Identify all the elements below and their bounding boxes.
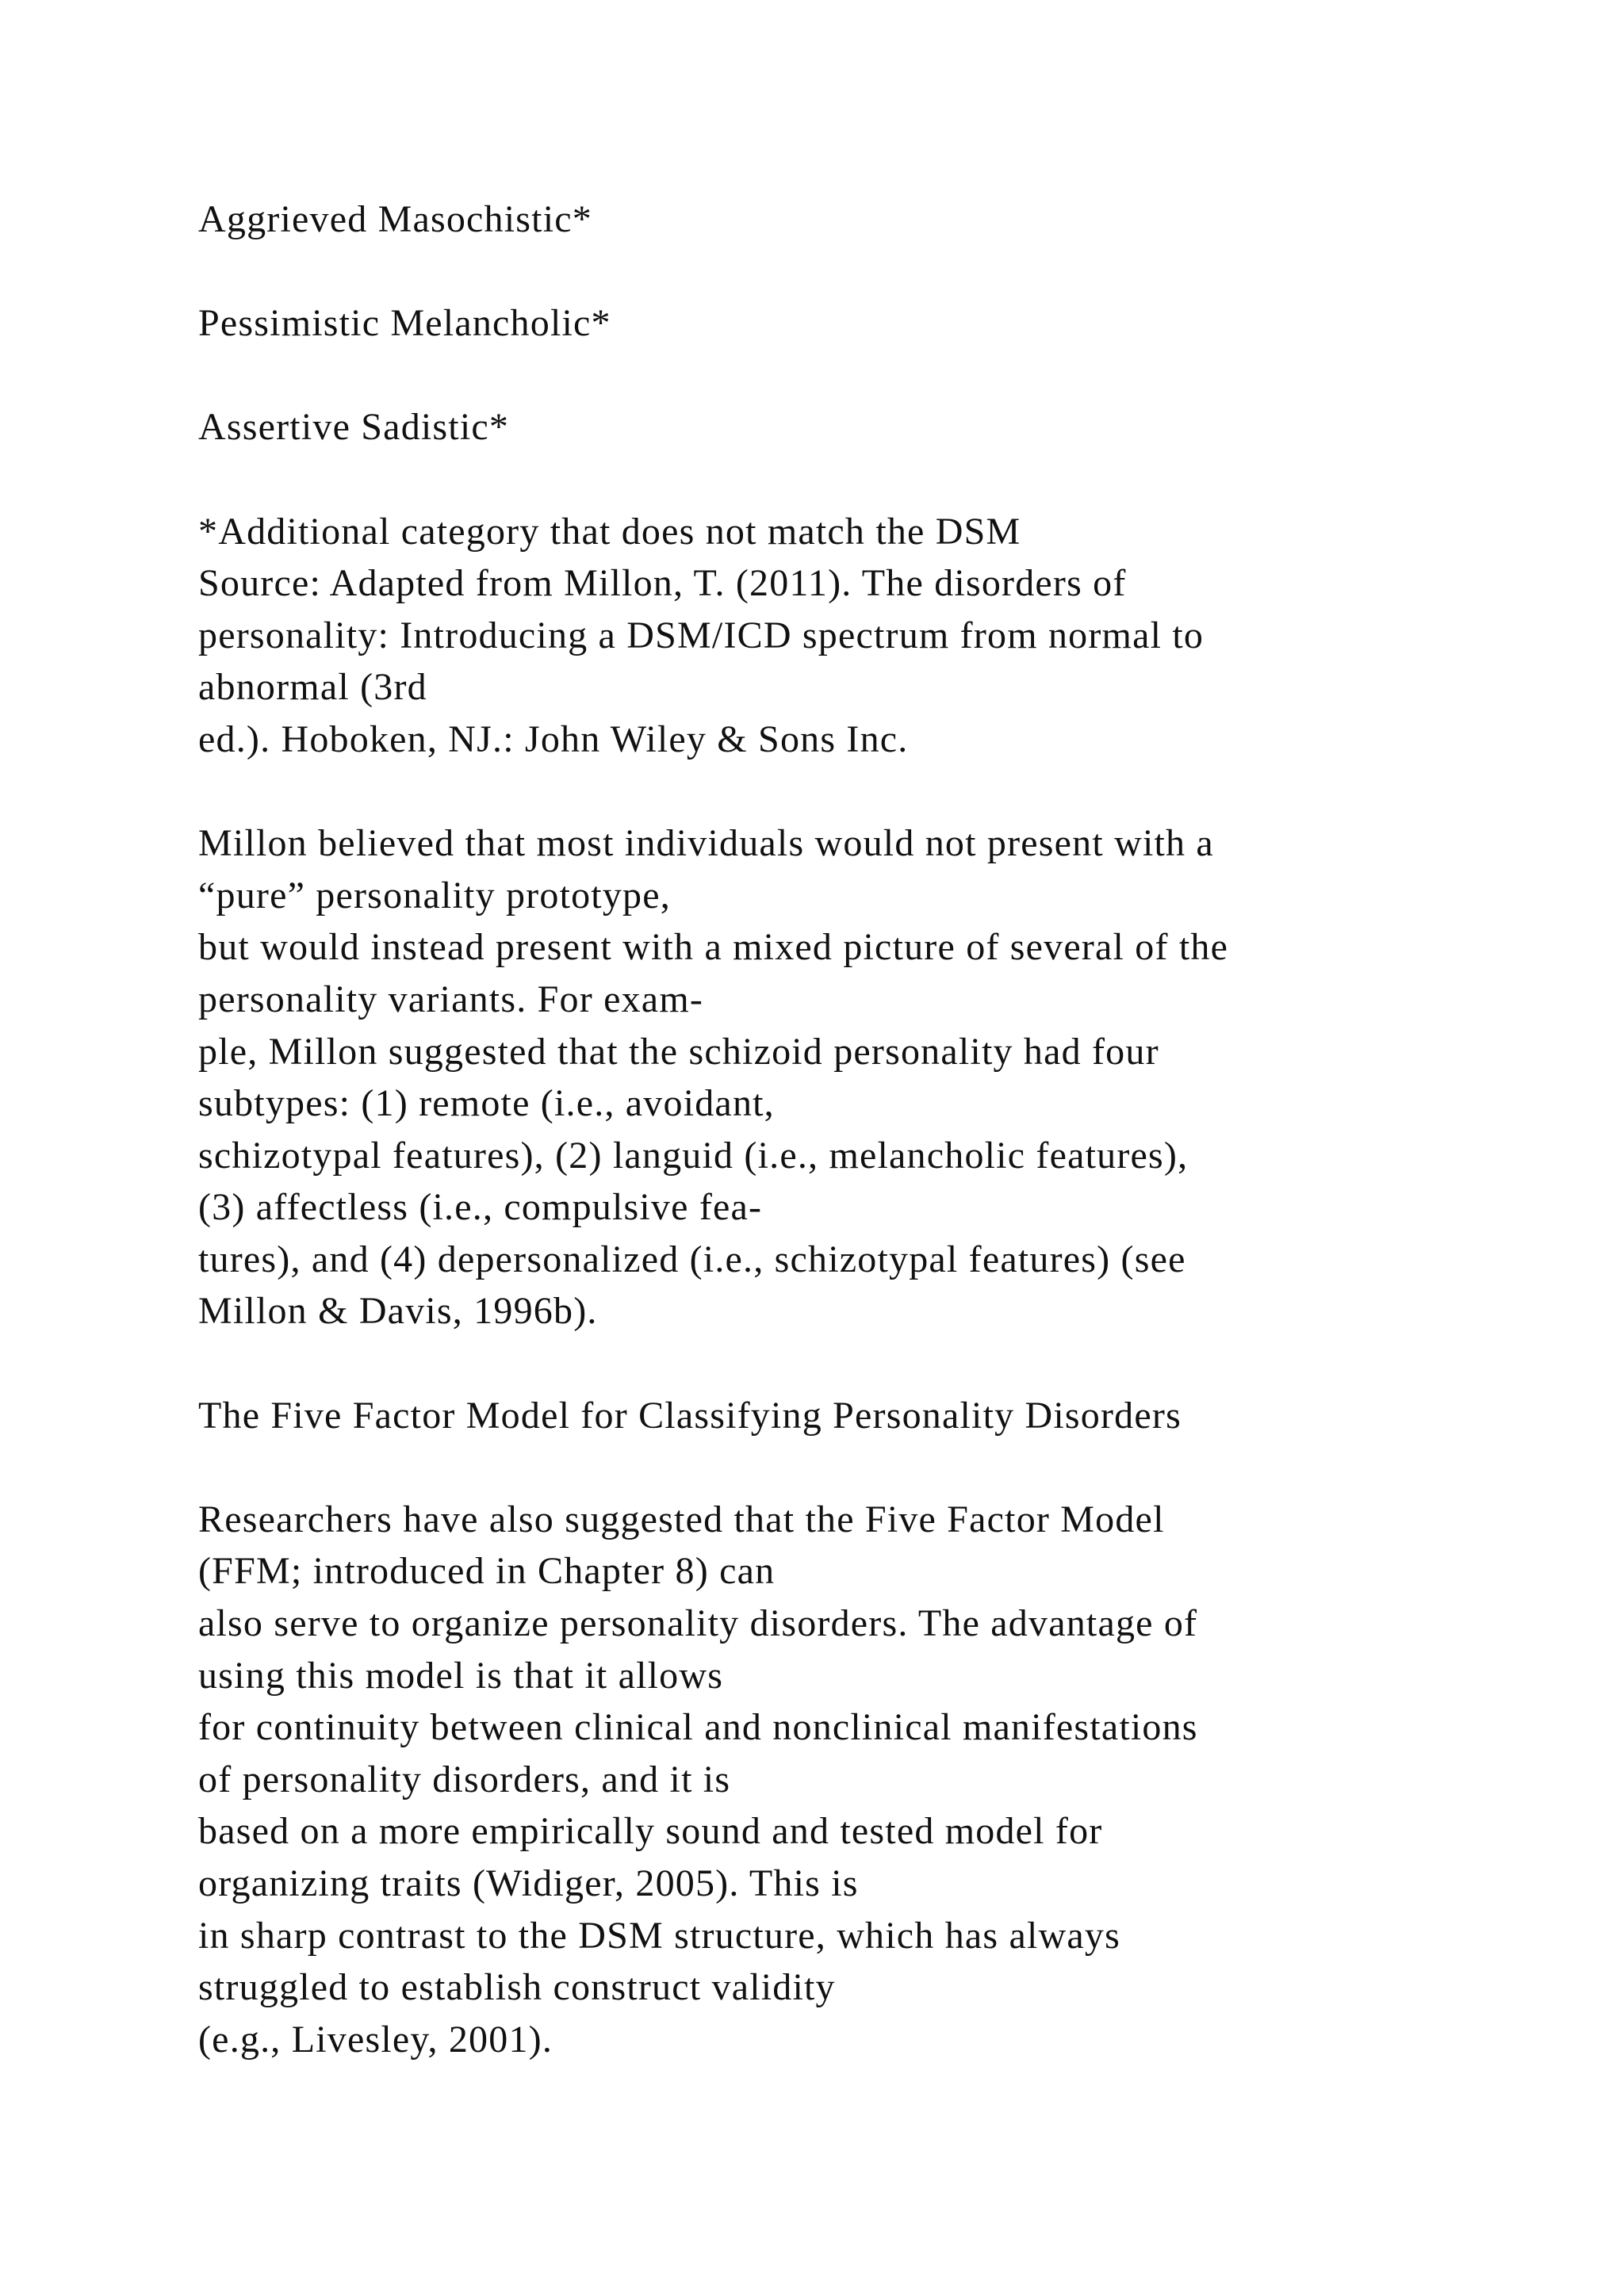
text-line: (FFM; introduced in Chapter 8) can: [198, 1550, 776, 1593]
paragraph: [198, 1390, 1546, 1442]
text-line: using this model is that it allows: [198, 1654, 724, 1697]
text-line: “pure” personality prototype,: [198, 874, 671, 916]
text-line: Aggrieved Masochistic*: [198, 198, 592, 240]
text-line: Millon & Davis, 1996b).: [198, 1290, 598, 1333]
text-line: but would instead present with a mixed picture of several of the: [198, 926, 1229, 969]
text-line: abnormal (3rd: [198, 666, 427, 709]
paragraph: [198, 401, 1546, 453]
text-line: of personality disorders, and it is: [198, 1758, 731, 1800]
paragraph: [198, 1494, 1546, 2066]
text-line: for continuity between clinical and nonclinical manifestations: [198, 1706, 1198, 1749]
text-line: ple, Millon suggested that the schizoid personality had four: [198, 1030, 1159, 1073]
document-body: [198, 193, 1546, 2065]
paragraph-gap: [198, 766, 1546, 818]
paragraph-gap: [198, 1441, 1546, 1494]
paragraph: [198, 297, 1546, 350]
text-line: struggled to establish construct validity: [198, 1966, 836, 2009]
text-line: also serve to organize personality disorders. The advantage of: [198, 1602, 1198, 1645]
paragraph: [198, 817, 1546, 1337]
text-line: ed.). Hoboken, NJ.: John Wiley & Sons Inc.: [198, 718, 909, 760]
text-line: in sharp contrast to the DSM structure, which has always: [198, 1914, 1120, 1957]
text-line: personality variants. For exam-: [198, 978, 704, 1020]
text-line: *Additional category that does not match the DSM: [198, 510, 1021, 553]
paragraph-gap: [198, 1337, 1546, 1390]
text-line: (3) affectless (i.e., compulsive fea-: [198, 1186, 763, 1229]
paragraph-gap: [198, 246, 1546, 298]
paragraph: [198, 193, 1546, 246]
text-line: Researchers have also suggested that the Five Factor Model: [198, 1498, 1165, 1540]
text-line: (e.g., Livesley, 2001).: [198, 2018, 553, 2061]
text-line: subtypes: (1) remote (i.e., avoidant,: [198, 1082, 775, 1125]
paragraph-gap: [198, 453, 1546, 506]
text-line: Millon believed that most individuals would not present with a: [198, 822, 1214, 865]
text-line: Assertive Sadistic*: [198, 406, 510, 449]
text-line: Pessimistic Melancholic*: [198, 302, 611, 345]
text-line: organizing traits (Widiger, 2005). This is: [198, 1862, 859, 1904]
text-line: Source: Adapted from Millon, T. (2011). The disorders of: [198, 562, 1127, 605]
paragraph-gap: [198, 350, 1546, 402]
text-line: personality: Introducing a DSM/ICD spectrum from normal to: [198, 614, 1205, 656]
text-line: based on a more empirically sound and tested model for: [198, 1810, 1103, 1853]
text-line: tures), and (4) depersonalized (i.e., schizotypal features) (see: [198, 1238, 1186, 1280]
text-line: schizotypal features), (2) languid (i.e., melancholic features),: [198, 1134, 1189, 1177]
text-line: The Five Factor Model for Classifying Personality Disorders: [198, 1394, 1182, 1437]
paragraph: [198, 506, 1546, 766]
